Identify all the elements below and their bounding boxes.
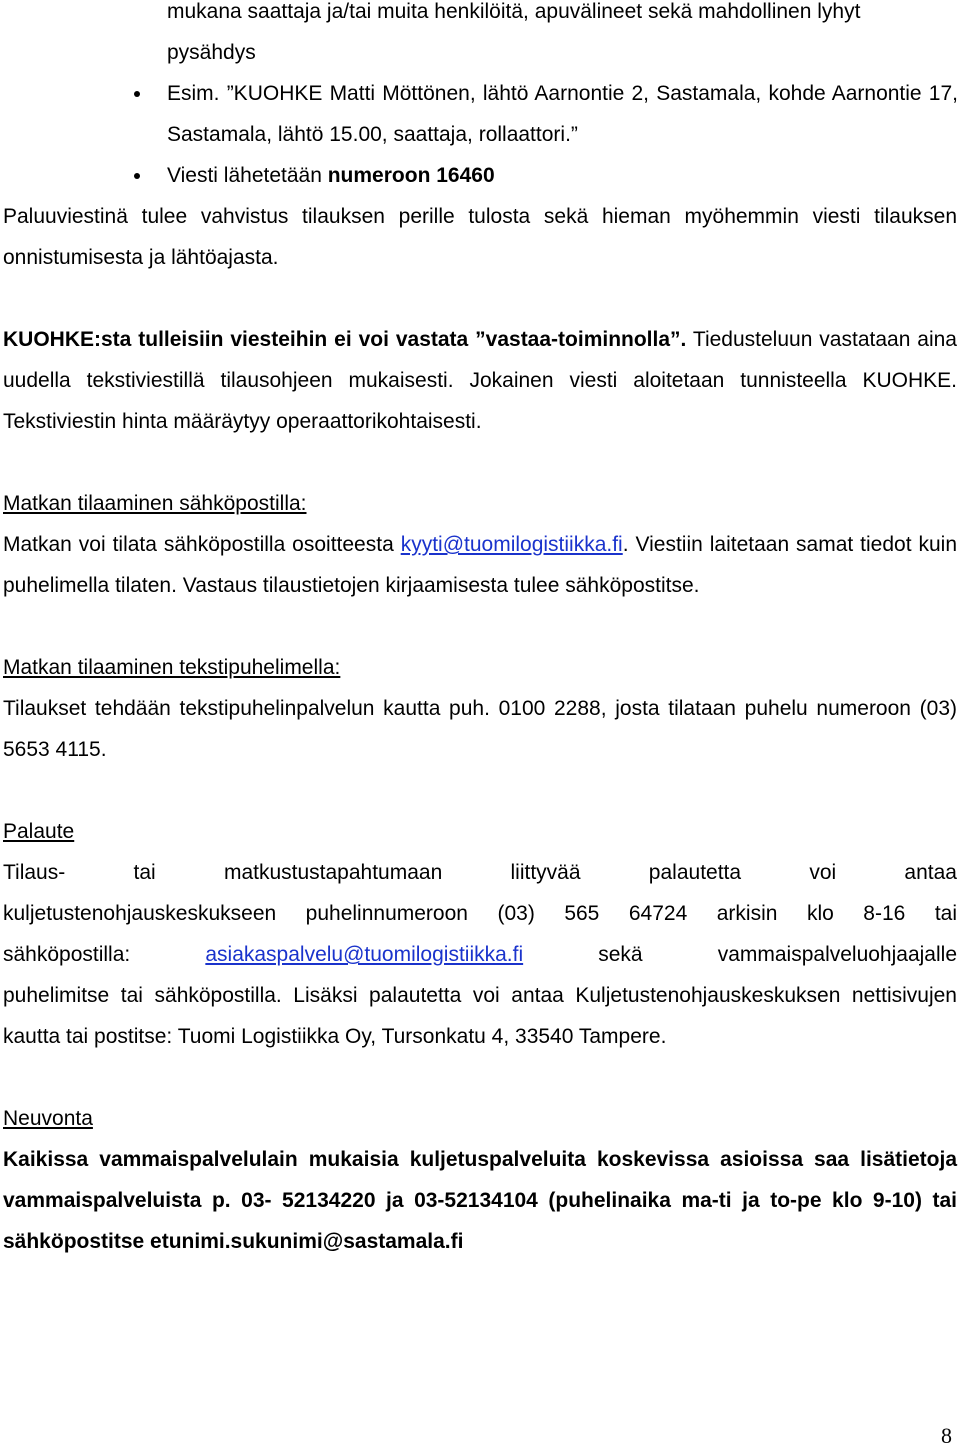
bullet-dot-icon	[134, 173, 140, 179]
bullet-send-prefix: Viesti lähetetään	[167, 164, 328, 187]
spacer	[0, 770, 960, 811]
spacer	[0, 606, 960, 647]
feedback-line3	[0, 934, 960, 975]
bullet-send-number-value: numeroon 16460	[327, 164, 495, 187]
kuohke-paragraph-rest: Tiedusteluun vastataan aina uudella tekstiviestillä tilausohjeen mukaisesti. Jokainen viesti aloitetaan tunnisteella KUOHKE. Tekstiviestin hinta määräytyy operaattorikohtaisesti.	[3, 328, 957, 433]
instruction-bullet-list	[0, 0, 960, 196]
feedback-email-link[interactable]: asiakaspalvelu@tuomilogistiikka.fi	[205, 943, 524, 966]
spacer	[0, 442, 960, 483]
spacer	[0, 278, 960, 319]
feedback-section-heading-text: Palaute	[3, 820, 75, 843]
feedback-line2: kuljetustenohjauskeskukseen puhelinnumeroon (03) 565 64724 arkisin klo 8-16 tai	[3, 902, 957, 925]
email-section-text-before: Matkan voi tilata sähköpostilla osoitteesta	[3, 533, 401, 556]
page-number: 8	[941, 1423, 952, 1448]
advice-section-heading	[0, 1098, 960, 1139]
order-email-link[interactable]: kyyti@tuomilogistiikka.fi	[400, 533, 623, 556]
bullet-continuation	[0, 0, 960, 73]
reply-paragraph: Paluuviestinä tulee vahvistus tilauksen perille tulosta sekä hieman myöhemmin viesti tilauksen onnistumisesta ja lähtöajasta.	[3, 205, 957, 269]
bullet-continuation-line1: mukana saattaja ja/tai muita henkilöitä, apuvälineet sekä mahdollinen lyhyt	[167, 0, 861, 23]
advice-section-heading-text: Neuvonta	[3, 1107, 93, 1130]
spacer	[0, 1057, 960, 1098]
bullet-continuation-line2: pysähdys	[167, 41, 256, 64]
bullet-example-text: Esim. ”KUOHKE Matti Möttönen, lähtö Aarnontie 2, Sastamala, kohde Aarnontie 17, Sastamala, lähtö 15.00, saattaja, rollaattori.”	[167, 82, 958, 146]
email-section-heading	[0, 483, 960, 524]
bullet-dot-icon	[134, 91, 140, 97]
textphone-section-paragraph: Tilaukset tehdään tekstipuhelinpalvelun kautta puh. 0100 2288, josta tilataan puhelu numeroon (03) 5653 4115.	[3, 697, 957, 761]
feedback-section-heading	[0, 811, 960, 852]
kuohke-warning-bold: KUOHKE:sta tulleisiin viesteihin ei voi vastata ”vastaa-toiminnolla”.	[3, 328, 687, 351]
textphone-section-heading-text: Matkan tilaaminen tekstipuhelimella:	[3, 656, 341, 679]
bullet-example	[0, 73, 960, 155]
textphone-section-heading	[0, 647, 960, 688]
advice-paragraph: Kaikissa vammaispalvelulain mukaisia kuljetuspalveluita koskevissa asioissa saa lisätietoja vammaispalveluista p. 03- 52134220 ja 03-52134104 (puhelinaika ma-ti ja to-pe klo 9-10) tai sähköpostitse etunimi.sukunimi@sastamala.fi	[3, 1148, 957, 1253]
feedback-line1: Tilaus- tai matkustustapahtumaan liittyvää palautetta voi antaa	[3, 861, 957, 884]
email-section-heading-text: Matkan tilaaminen sähköpostilla:	[3, 492, 307, 515]
bullet-send-number	[0, 155, 960, 196]
email-section-paragraph	[0, 524, 960, 606]
feedback-line3-after: sekä vammaispalveluohjaajalle	[523, 943, 957, 966]
email-section-text-after: . Viestiin laitetaan samat tiedot kuin puhelimella tilaten. Vastaus tilaustietojen kirjaamisesta tulee sähköpostitse.	[3, 533, 957, 597]
kuohke-paragraph	[0, 319, 960, 442]
feedback-line3-before: sähköpostilla:	[3, 943, 206, 966]
feedback-rest: puhelimitse tai sähköpostilla. Lisäksi palautetta voi antaa Kuljetustenohjauskeskuksen nettisivujen kautta tai postitse: Tuomi Logistiikka Oy, Tursonkatu 4, 33540 Tampere.	[3, 984, 957, 1048]
